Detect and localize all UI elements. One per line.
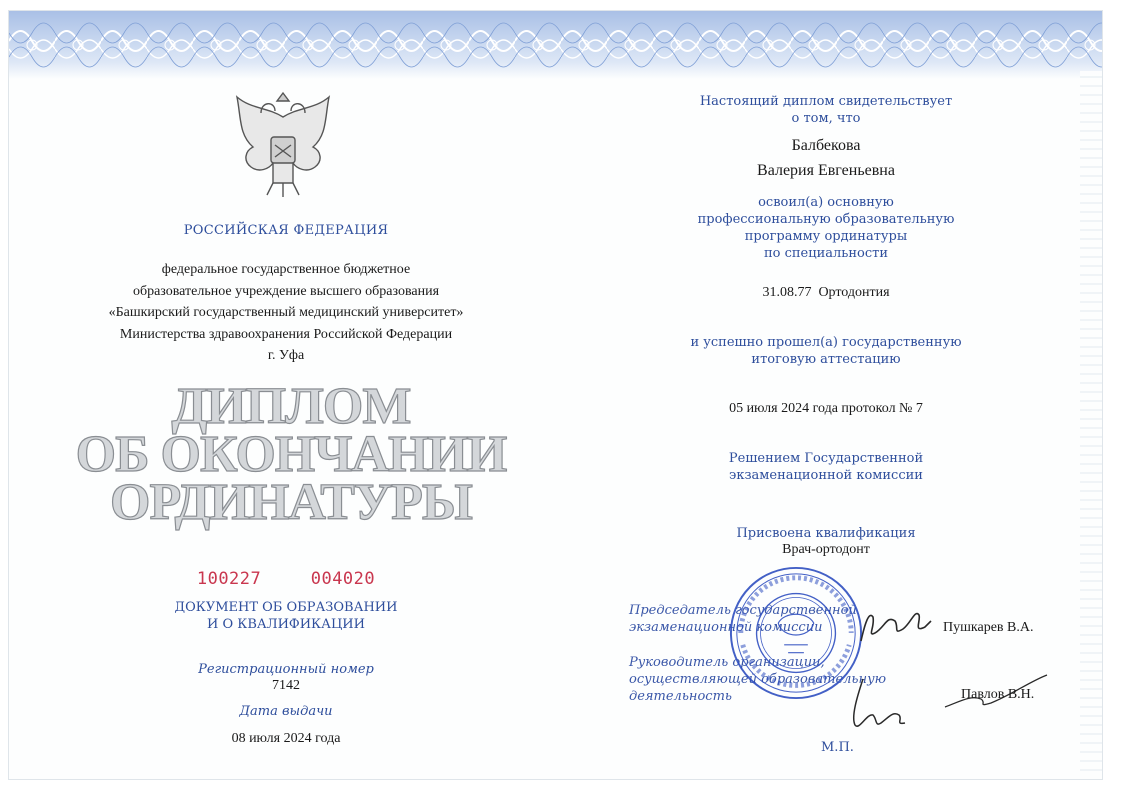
document-type	[151, 599, 421, 633]
diploma-sheet	[8, 10, 1103, 780]
graduate-given-names: Валерия Евгеньевна	[757, 162, 895, 179]
institution-line: федеральное государственное бюджетное	[161, 262, 411, 277]
head-label-line: Руководитель организации,	[629, 655, 825, 670]
decision-line: экзаменационной комиссии	[729, 468, 923, 483]
document-type-line: ДОКУМЕНТ ОБ ОБРАЗОВАНИИ	[174, 600, 398, 615]
program-line: профессиональную образовательную	[697, 212, 955, 227]
program-text	[601, 194, 1051, 262]
institution-line: г. Уфа	[267, 348, 305, 364]
qualification-label: Присвоена квалификация	[736, 526, 916, 541]
intro-line: Настоящий диплом свидетельствует	[699, 94, 953, 109]
institution-line: Министерства здравоохранения Российской Федерации	[119, 326, 453, 342]
institution-line: образовательное учреждение высшего образования	[132, 283, 440, 299]
seal-place: М.П.	[821, 740, 854, 755]
chair-signature-icon	[855, 603, 935, 647]
decision-line: Решением Государственной	[728, 451, 924, 466]
chair-label-line: Председатель государственной	[629, 603, 857, 618]
country-label: РОССИЙСКАЯ ФЕДЕРАЦИЯ	[183, 223, 389, 238]
document-type-line: И О КВАЛИФИКАЦИИ	[207, 617, 365, 632]
head-signature-icon	[843, 673, 923, 733]
specialty: 31.08.77 Ортодонтия	[762, 285, 890, 300]
attestation-line: итоговую аттестацию	[751, 352, 901, 367]
chair-name: Пушкарев В.А.	[943, 620, 1034, 635]
graduate-surname: Балбекова	[791, 137, 861, 154]
security-edge-pattern	[1080, 71, 1103, 771]
protocol-date: 05 июля 2024 года протокол № 7	[729, 401, 923, 416]
guilloche-border	[9, 11, 1102, 79]
commission-decision	[601, 450, 1051, 484]
program-line: программу ординатуры	[744, 229, 908, 244]
head-label-line: деятельность	[629, 689, 732, 704]
intro-line: о том, что	[791, 111, 861, 126]
head-name: Павлов В.Н.	[961, 687, 1035, 702]
diploma-title	[41, 378, 541, 531]
serial-number: 100227 004020	[196, 569, 376, 589]
title-line: ДИПЛОМ	[171, 378, 411, 435]
attestation-text	[601, 334, 1051, 368]
issue-date: 08 июля 2024 года	[231, 731, 341, 746]
registration-number: 7142	[272, 678, 300, 693]
institution-name	[81, 259, 491, 367]
qualification: Врач-ортодонт	[782, 542, 870, 557]
russian-coat-of-arms-icon	[223, 87, 343, 207]
head-label-line: осуществляющей образовательную	[629, 672, 887, 687]
title-line: ОБ ОКОНЧАНИИ	[75, 426, 507, 483]
program-line: по специальности	[763, 246, 888, 261]
program-line: освоил(а) основную	[758, 195, 894, 210]
issue-date-label: Дата выдачи	[239, 704, 333, 719]
chair-label-line: экзаменационной комиссии	[629, 620, 823, 635]
intro-text	[601, 93, 1051, 127]
attestation-line: и успешно прошел(а) государственную	[690, 335, 962, 350]
institution-line: «Башкирский государственный медицинский университет»	[108, 305, 464, 321]
registration-label: Регистрационный номер	[198, 662, 374, 677]
title-line: ОРДИНАТУРЫ	[110, 474, 472, 531]
